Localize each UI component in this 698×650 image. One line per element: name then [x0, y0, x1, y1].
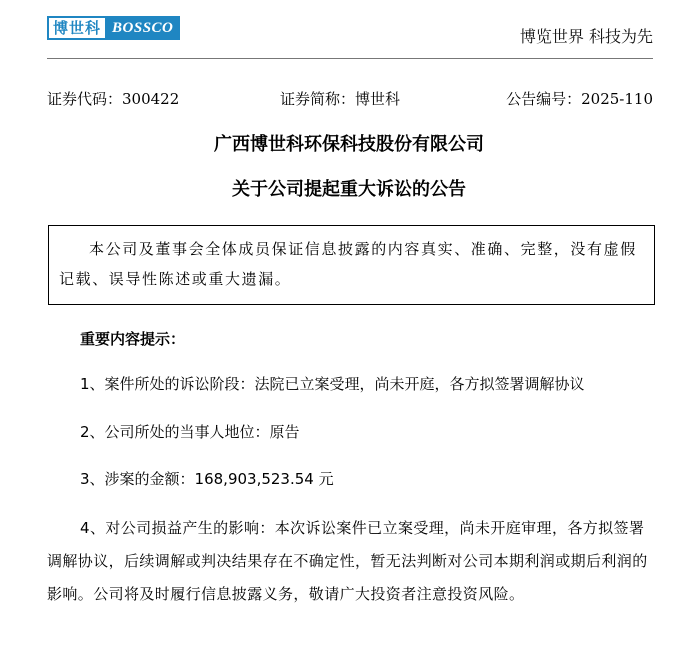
announcement-number: 公告编号：2025-110: [506, 90, 653, 108]
company-name-title: 广西博世科环保科技股份有限公司: [214, 134, 484, 155]
key-point-amount: 3、涉案的金额：168,903,523.54 元: [80, 470, 334, 488]
key-point-party-status: 2、公司所处的当事人地位：原告: [80, 423, 300, 441]
announcement-title: 关于公司提起重大诉讼的公告: [232, 179, 466, 200]
board-statement-box: 本公司及董事会全体成员保证信息披露的内容真实、准确、完整，没有虚假记载、误导性陈述或重大遗漏。: [48, 225, 655, 305]
stock-code: 证券代码：300422: [47, 90, 180, 108]
company-logo: [47, 16, 180, 40]
key-point-impact: 4、对公司损益产生的影响：本次诉讼案件已立案受理，尚未开庭审理，各方拟签署调解协议，后续调解或判决结果存在不确定性，暂无法判断对公司本期利润或期后利润的影响。公司将及时履行信息披露义务，敬请广大投资者注意投资风险。: [47, 519, 648, 603]
logo-chinese-text: 博世科: [47, 16, 105, 40]
announcement-meta: [47, 88, 653, 110]
header-divider: [47, 58, 653, 59]
key-point-litigation-stage: 1、案件所处的诉讼阶段：法院已立案受理，尚未开庭，各方拟签署调解协议: [80, 375, 585, 393]
company-slogan: 博览世界 科技为先: [519, 27, 653, 46]
key-points-heading: 重要内容提示：: [80, 330, 186, 348]
logo-english-text: BOSSCO: [105, 16, 180, 40]
page-header: [0, 0, 698, 64]
stock-abbreviation: 证券简称：博世科: [280, 90, 401, 108]
